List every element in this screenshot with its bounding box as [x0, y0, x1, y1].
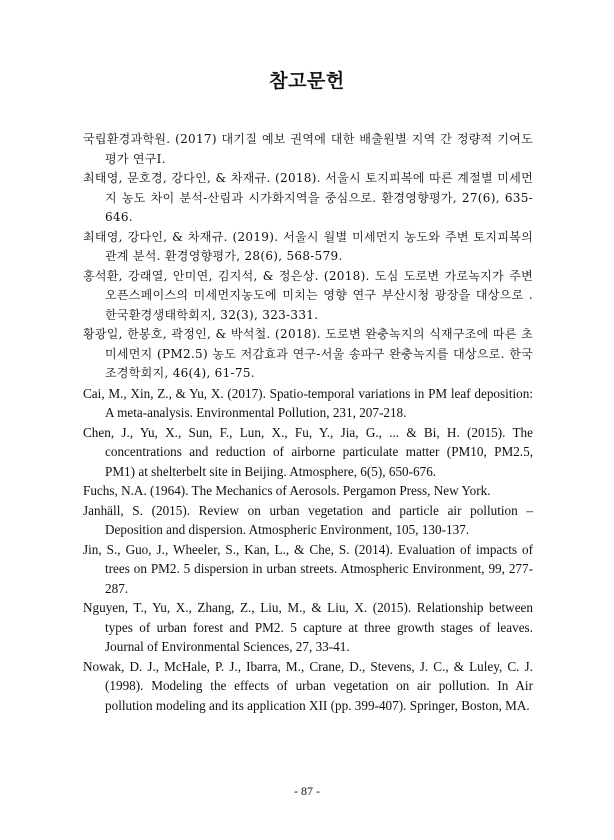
page-title: 참고문헌 [269, 70, 345, 92]
reference-item: 최태영, 강다인, & 차재규. (2019). 서울시 월별 미세먼지 농도와 주변 토지피복의 관계 분석. 환경영향평가, 28(6), 568-579. [83, 229, 533, 263]
reference-item: 최태영, 문호경, 강다인, & 차재규. (2018). 서울시 토지피복에 따른 계절별 미세먼지 농도 차이 분석-산림과 시가화지역을 중심으로. 환경영향평가, 27(6), 635-646. [83, 171, 533, 224]
reference-item: 홍석환, 강래열, 안미연, 김지석, & 정은상. (2018). 도심 도로변 가로녹지가 주변 오픈스페이스의 미세먼지농도에 미치는 영향 연구 부산시청 광장을 대상으로 . 한국환경생태학회지, 32(3), 323-331. [83, 268, 533, 322]
reference-list [83, 130, 533, 715]
reference-item: Cai, M., Xin, Z., & Yu, X. (2017). Spatio-temporal variations in PM leaf deposition: A meta-analysis. Environmental Pollution, 231, 207-218. [83, 385, 533, 420]
reference-item: Chen, J., Yu, X., Sun, F., Lun, X., Fu, Y., Jia, G., ... & Bi, H. (2015). The concentrations and reduction of airborne particulate matter (PM10, PM2.5, PM1) at shelterbelt site in Beijing. Atmosphere, 6(5), 650-676. [83, 424, 533, 479]
reference-item: 국립환경과학원. (2017) 대기질 예보 권역에 대한 배출원별 지역 간 정량적 기여도 평가 연구Ⅰ. [83, 132, 533, 166]
page-number: - 87 - [294, 784, 320, 798]
reference-item: Fuchs, N.A. (1964). The Mechanics of Aerosols. Pergamon Press, New York. [83, 483, 491, 498]
reference-item: Jin, S., Guo, J., Wheeler, S., Kan, L., & Che, S. (2014). Evaluation of impacts of trees on PM2. 5 dispersion in urban streets. Atmospheric Environment, 99, 277-287. [83, 541, 533, 596]
reference-item: Nguyen, T., Yu, X., Zhang, Z., Liu, M., & Liu, X. (2015). Relationship between types of urban forest and PM2. 5 capture at three growth stages of leaves. Journal of Environmental Sciences, 27, 33-41. [83, 600, 533, 654]
reference-item: 황광일, 한봉호, 곽정인, & 박석철. (2018). 도로변 완충녹지의 식재구조에 따른 초미세먼지 (PM2.5) 농도 저감효과 연구-서울 송파구 완충녹지를 대상으로. 한국조경학회지, 46(4), 61-75. [83, 327, 533, 380]
reference-item: Nowak, D. J., McHale, P. J., Ibarra, M., Crane, D., Stevens, J. C., & Luley, C. J. (1998). Modeling the effects of urban vegetation on air pollution. In Air pollution modeling and its application XII (pp. 399-407). Springer, Boston, MA. [83, 658, 533, 713]
reference-item: Janhäll, S. (2015). Review on urban vegetation and particle air pollution – Deposition and dispersion. Atmospheric Environment, 105, 130-137. [83, 502, 533, 537]
